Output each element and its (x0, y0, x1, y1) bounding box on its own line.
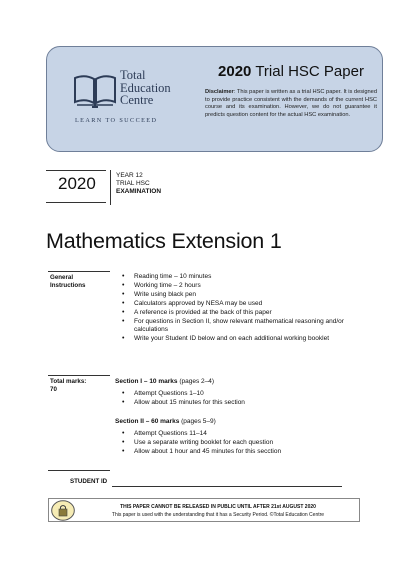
lock-seal-icon (51, 500, 75, 521)
exam-year: 2020 (58, 174, 96, 193)
list-item: • Attempt Questions 11–14 (122, 430, 352, 439)
release-notice: THIS PAPER CANNOT BE RELEASED IN PUBLIC UNTIL AFTER 21st AUGUST 2020 (120, 504, 316, 510)
security-footer (48, 498, 360, 522)
general-instructions-label: General Instructions (50, 274, 86, 289)
list-item: • Allow about 1 hour and 45 minutes for this secction (122, 448, 352, 457)
logo-tagline: LEARN TO SUCCEED (75, 117, 158, 124)
section-2-list (122, 430, 352, 457)
section-2-heading: Section II – 60 marks (pages 5–9) (115, 418, 216, 425)
security-notice: This paper is used with the understanding that it has a Security Period. ©Total Education Centre (111, 512, 325, 518)
student-id-label: STUDENT ID (70, 478, 108, 485)
list-item: • Calculators approved by NESA may be used (122, 300, 352, 309)
section-1-list (122, 390, 352, 408)
list-item: • Working time – 2 hours (122, 282, 352, 291)
divider (46, 202, 106, 203)
divider (48, 470, 110, 471)
book-icon (73, 72, 117, 110)
divider (48, 375, 110, 376)
header-box (46, 46, 383, 152)
list-item: • Use a separate writing booklet for each question (122, 439, 352, 448)
total-marks-label: Total marks: 70 (50, 378, 87, 393)
divider (46, 170, 106, 171)
divider (48, 271, 110, 272)
list-item: • For questions in Section II, show relevant mathematical reasoning and/or calculations (122, 318, 352, 336)
exam-info: YEAR 12 TRIAL HSC EXAMINATION (116, 172, 162, 195)
student-id-field[interactable] (112, 486, 342, 487)
divider (110, 170, 111, 205)
list-item: • Write your Student ID below and on each additional working booklet (122, 335, 352, 344)
list-item: • Reading time – 10 minutes (122, 273, 352, 282)
disclaimer: Disclaimer: This paper is written as a trial HSC paper. It is designed to provide practice consistent with the demands of the current HSC course and its examination. However, we do not guarantee it predicts question content for the actual HSC examination. (205, 89, 377, 118)
paper-title: 2020 Trial HSC Paper (218, 63, 364, 80)
general-instructions-list (122, 273, 352, 344)
logo-name: Total Education Centre (120, 68, 171, 107)
list-item: • Allow about 15 minutes for this section (122, 399, 352, 408)
list-item: • Write using black pen (122, 291, 352, 300)
list-item: • A reference is provided at the back of this paper (122, 309, 352, 318)
section-1-heading: Section I – 10 marks (pages 2–4) (115, 378, 215, 385)
logo (73, 69, 203, 129)
list-item: • Attempt Questions 1–10 (122, 390, 352, 399)
exam-subject-title: Mathematics Extension 1 (46, 229, 282, 253)
